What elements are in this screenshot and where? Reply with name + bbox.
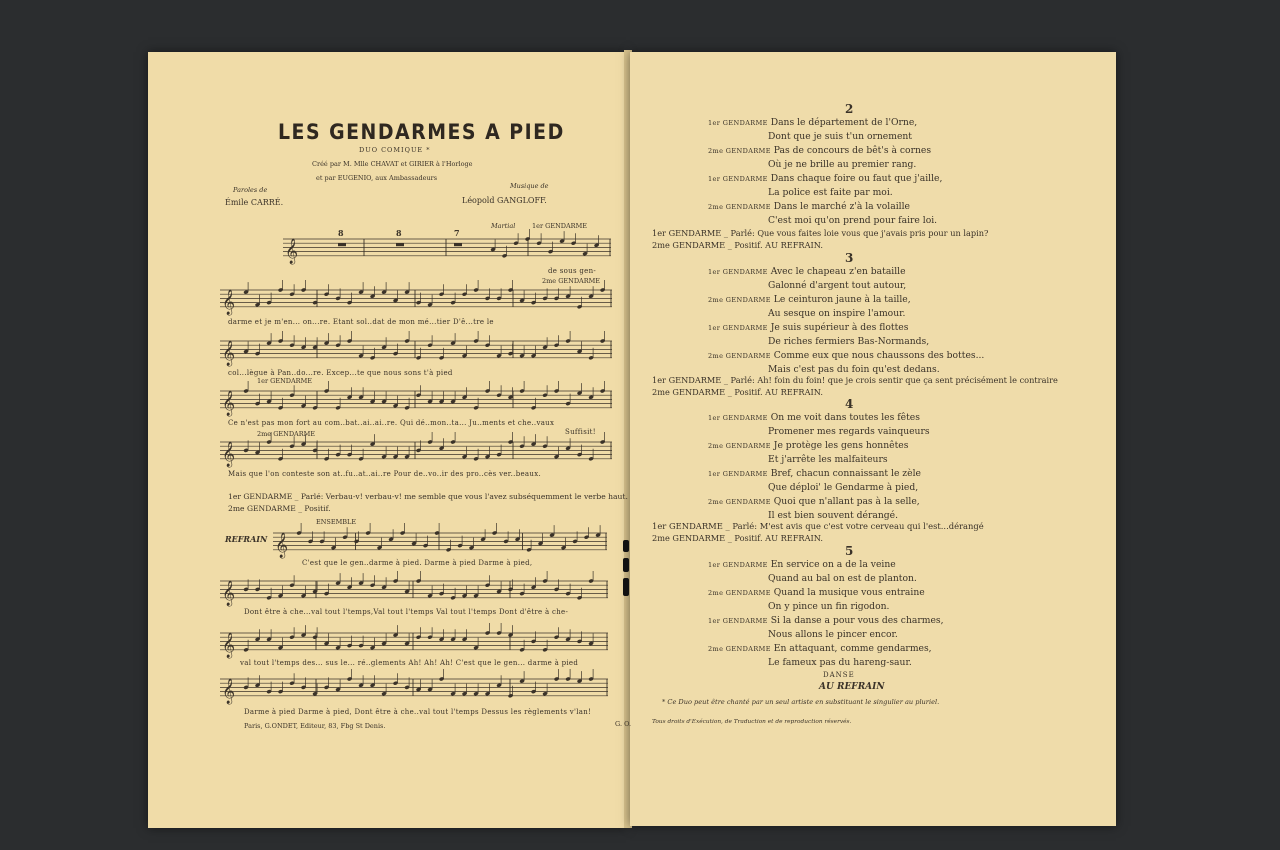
- stanza-2-line-5: 1er GENDARME Dans chaque foire ou faut que j'aille,: [708, 173, 943, 184]
- stanza-4-spoken: 1er GENDARME _ Parlé: M'est avis que c'est votre cerveau qui l'est...dérangé: [652, 521, 984, 531]
- stanza-4-line-8: Il est bien souvent dérangé.: [768, 510, 899, 521]
- stanza-2-line-3: 2me GENDARME Pas de concours de bêt's à cornes: [708, 145, 932, 156]
- lyric-suffisit: Suffisit!: [565, 428, 596, 436]
- stanza-2-positif: 2me GENDARME _ Positif. AU REFRAIN.: [652, 240, 823, 250]
- stanza-4-line-1: 1er GENDARME On me voit dans toutes les fêtes: [708, 412, 920, 423]
- voice-label-2: 2me GENDARME: [542, 277, 601, 285]
- music-staff-2: [220, 286, 612, 316]
- treble-clef-icon: 𝄞: [222, 340, 236, 366]
- right-page-content: [630, 52, 1116, 826]
- music-staff-7: [220, 577, 608, 607]
- credit-line-2: et par EUGENIO, aux Ambassadeurs: [316, 174, 438, 182]
- stanza-5-line-6: Nous allons le pincer encor.: [768, 629, 898, 640]
- voice-label-3: 1er GENDARME: [257, 377, 312, 385]
- lyric-line-2: col...lègue à Pan..do...re. Excep...te que nous sons t'à pied: [228, 369, 453, 377]
- stanza-4-line-3: 2me GENDARME Je protège les gens honnêtes: [708, 440, 909, 451]
- treble-clef-icon: 𝄞: [285, 238, 299, 264]
- music-staff-4: [220, 387, 612, 417]
- music-staff-9: [220, 675, 608, 705]
- refrain-label: REFRAIN: [225, 534, 268, 544]
- rights-notice: Tous droits d'Exécution, de Traduction et de reproduction réservés.: [652, 719, 852, 725]
- treble-clef-icon: 𝄞: [222, 289, 236, 315]
- voice-label-1: 1er GENDARME: [532, 222, 587, 230]
- stanza-4-line-6: Que déploi' le Gendarme à pied,: [768, 482, 919, 493]
- stanza-4-line-7: 2me GENDARME Quoi que n'allant pas à la selle,: [708, 496, 920, 507]
- measure-rest: [396, 243, 404, 246]
- rest-count-1: 8: [338, 228, 344, 238]
- treble-clef-icon: 𝄞: [222, 390, 236, 416]
- stanza-3-line-5: 1er GENDARME Je suis supérieur à des flottes: [708, 322, 909, 333]
- stanza-5-line-3: 2me GENDARME Quand la musique vous entraine: [708, 587, 925, 598]
- stanza-3-line-8: Mais c'est pas du foin qu'est dedans.: [768, 364, 940, 375]
- music-staff-8: [220, 629, 608, 659]
- stanza-3-line-6: De riches fermiers Bas-Normands,: [768, 336, 930, 347]
- stanza-2-line-4: Où je ne brille au premier rang.: [768, 159, 917, 170]
- voice-label-4: 2me GENDARME: [257, 430, 316, 438]
- binding-thread: [622, 540, 630, 600]
- left-page-content: [148, 52, 632, 828]
- measure-rest: [338, 243, 346, 246]
- treble-clef-icon: 𝄞: [222, 580, 236, 606]
- stanza-2-line-1: 1er GENDARME Dans le département de l'Orne,: [708, 117, 918, 128]
- lyric-line-7: Dont être à che...val tout l'temps,Val tout l'temps Val tout l'temps Dont d'être à che-: [244, 608, 569, 616]
- dance-label: DANSE: [823, 671, 855, 679]
- stanza-5-line-4: On y pince un fin rigodon.: [768, 601, 890, 612]
- treble-clef-icon: 𝄞: [222, 678, 236, 704]
- final-refrain-label: AU REFRAIN: [819, 682, 885, 692]
- stanza-2-line-8: C'est moi qu'on prend pour faire loi.: [768, 215, 938, 226]
- music-staff-3: [220, 337, 612, 367]
- publisher-imprint: Paris, G.ONDET, Editeur, 83, Fbg St Denis.: [244, 722, 386, 730]
- stanza-5-line-2: Quand au bal on est de planton.: [768, 573, 917, 584]
- plate-number: G. O.: [615, 720, 632, 728]
- spoken-line-2: 2me GENDARME _ Positif.: [228, 504, 331, 513]
- stanza-5-line-1: 1er GENDARME En service on a de la veine: [708, 559, 896, 570]
- treble-clef-icon: 𝄞: [222, 441, 236, 467]
- tempo-marking: Martial: [491, 222, 516, 230]
- music-staff-6: [273, 529, 607, 559]
- credit-line-1: Créé par M. Mlle CHAVAT et GIRIER à l'Horloge: [312, 160, 473, 168]
- music-author: Léopold GANGLOFF.: [462, 196, 547, 205]
- stanza-2-spoken: 1er GENDARME _ Parlé: Que vous faites loie vous que j'avais pris pour un lapin?: [652, 228, 989, 238]
- stanza-5-line-5: 1er GENDARME Si la danse a pour vous des charmes,: [708, 615, 944, 626]
- genre: DUO COMIQUE *: [359, 146, 431, 154]
- stanza-5-line-8: Le fameux pas du hareng-saur.: [768, 657, 912, 668]
- spoken-line-1: 1er GENDARME _ Parlé: Verbau-v! verbau-v! me semble que vous l'avez subséquemment le verbe haut.: [228, 492, 628, 501]
- stanza-3-line-3: 2me GENDARME Le ceinturon jaune à la taille,: [708, 294, 911, 305]
- treble-clef-icon: 𝄞: [275, 532, 289, 558]
- stanza-3-spoken: 1er GENDARME _ Parlé: Ah! foin du foin! que je crois sentir que ça sent précisément le contraire: [652, 375, 1058, 385]
- rest-count-3: 7: [454, 228, 460, 238]
- stanza-4-line-4: Et j'arrête les malfaiteurs: [768, 454, 888, 465]
- lyric-line-3: Ce n'est pas mon fort au com..bat..ai..ai..re. Qui dé..mon..ta... Ju..ments et che..vaux: [228, 419, 555, 427]
- music-staff-1: [283, 235, 611, 265]
- stanza-3-line-2: Galonné d'argent tout autour,: [768, 280, 907, 291]
- stanza-number-4: 4: [845, 397, 854, 411]
- stanza-3-positif: 2me GENDARME _ Positif. AU REFRAIN.: [652, 387, 823, 397]
- stanza-4-positif: 2me GENDARME _ Positif. AU REFRAIN.: [652, 533, 823, 543]
- ensemble-label: ENSEMBLE: [316, 518, 357, 526]
- stanza-number-5: 5: [845, 544, 854, 558]
- words-label: Paroles de: [233, 186, 268, 194]
- stanza-number-3: 3: [845, 251, 854, 265]
- words-author: Émile CARRÉ.: [225, 198, 284, 207]
- lyric-line-1: darme et je m'en... on...re. Etant sol..dat de mon mé...tier D'ê...tre le: [228, 318, 494, 326]
- lyric-line-5: Mais que l'on conteste son at..fu..at..ai..re Pour de..vo..ir des pro..cès ver..beaux.: [228, 470, 541, 478]
- music-label: Musique de: [510, 182, 549, 190]
- music-staff-5: [220, 438, 612, 468]
- rest-count-2: 8: [396, 228, 402, 238]
- treble-clef-icon: 𝄞: [222, 632, 236, 658]
- song-title: LES GENDARMES A PIED: [278, 120, 565, 144]
- lyric-line-0: de sous gen-: [548, 267, 597, 275]
- lyric-line-9: Darme à pied Darme à pied, Dont être à che..val tout l'temps Dessus les règlements v'lan!: [244, 708, 592, 716]
- stanza-3-line-1: 1er GENDARME Avec le chapeau z'en bataille: [708, 266, 906, 277]
- footnote: * Ce Duo peut être chanté par un seul artiste en substituant le singulier au pluriel.: [662, 698, 940, 706]
- lyric-line-8: val tout l'temps des... sus le... ré..glements Ah! Ah! Ah! C'est que le gen... darme à pied: [240, 659, 579, 667]
- stanza-2-line-6: La police est faite par moi.: [768, 187, 893, 198]
- stanza-5-line-7: 2me GENDARME En attaquant, comme gendarmes,: [708, 643, 932, 654]
- stanza-number-2: 2: [845, 102, 854, 116]
- lyric-line-6: C'est que le gen..darme à pied. Darme à pied Darme à pied,: [302, 559, 533, 567]
- stanza-2-line-2: Dont que je suis t'un ornement: [768, 131, 913, 142]
- stanza-3-line-4: Au sesque on inspire l'amour.: [768, 308, 906, 319]
- stanza-3-line-7: 2me GENDARME Comme eux que nous chaussons des bottes...: [708, 350, 985, 361]
- stanza-4-line-5: 1er GENDARME Bref, chacun connaissant le zèle: [708, 468, 921, 479]
- stanza-4-line-2: Promener mes regards vainqueurs: [768, 426, 930, 437]
- stanza-2-line-7: 2me GENDARME Dans le marché z'à la volaille: [708, 201, 910, 212]
- measure-rest: [454, 243, 462, 246]
